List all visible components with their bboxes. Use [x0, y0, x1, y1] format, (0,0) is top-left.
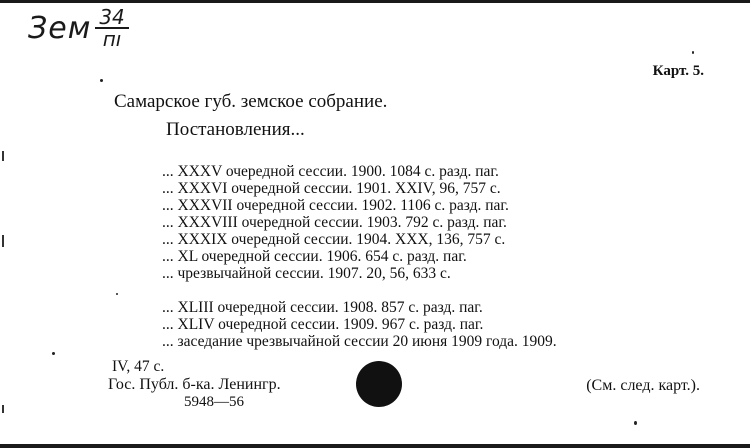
- ink-speck: [116, 293, 118, 295]
- ink-speck: [100, 79, 103, 82]
- entry-line: ... XXXIX очередной сессии. 1904. XXX, 136, 757 с.: [162, 231, 506, 248]
- entry-line: ... XXXVI очередной сессии. 1901. XXIV, 96, 757 с.: [162, 180, 501, 197]
- edge-mark: [2, 235, 4, 247]
- entry-line: ... XXXVII очередной сессии. 1902. 1106 с. разд. паг.: [162, 197, 509, 214]
- entry-line: ... заседание чрезвычайной сессии 20 июня 1909 года. 1909.: [162, 333, 557, 350]
- ink-speck: [52, 352, 55, 355]
- handwritten-number: 34: [95, 7, 128, 29]
- entry-line: ... XXXV очередной сессии. 1900. 1084 с. разд. паг.: [162, 163, 499, 180]
- handwritten-fraction: [95, 7, 128, 49]
- entry-line: ... XL очередной сессии. 1906. 654 с. разд. паг.: [162, 248, 467, 265]
- ink-speck: [692, 51, 694, 54]
- see-also-note: (См. след. карт.).: [586, 377, 700, 394]
- edge-mark: [2, 405, 4, 413]
- shelfmark: 5948—56: [184, 394, 244, 410]
- entry-wrap: IV, 47 с.: [112, 358, 165, 375]
- entry-line: ... чрезвычайной сессии. 1907. 20, 56, 633 с.: [162, 265, 451, 282]
- card-number: Карт. 5.: [652, 63, 704, 79]
- handwritten-sub: пı: [102, 27, 122, 51]
- edge-mark: [2, 151, 4, 161]
- handwritten-prefix: Зем: [28, 10, 92, 46]
- heading: Самарское губ. земское собрание.: [114, 91, 388, 112]
- handwritten-classification: [28, 7, 129, 49]
- entry-line: ... XLIII очередной сессии. 1908. 857 с. разд. паг.: [162, 299, 483, 316]
- ink-speck: [634, 421, 637, 425]
- entries-list: [162, 163, 557, 350]
- entry-line: ... XXXVIII очередной сессии. 1903. 792 с. разд. паг.: [162, 214, 507, 231]
- entry-line: ... XLIV очередной сессии. 1909. 967 с. разд. паг.: [162, 316, 484, 333]
- subheading: Постановления...: [166, 119, 305, 140]
- library-name: Гос. Публ. б-ка. Ленингр.: [108, 376, 281, 393]
- ink-stamp: [356, 361, 402, 407]
